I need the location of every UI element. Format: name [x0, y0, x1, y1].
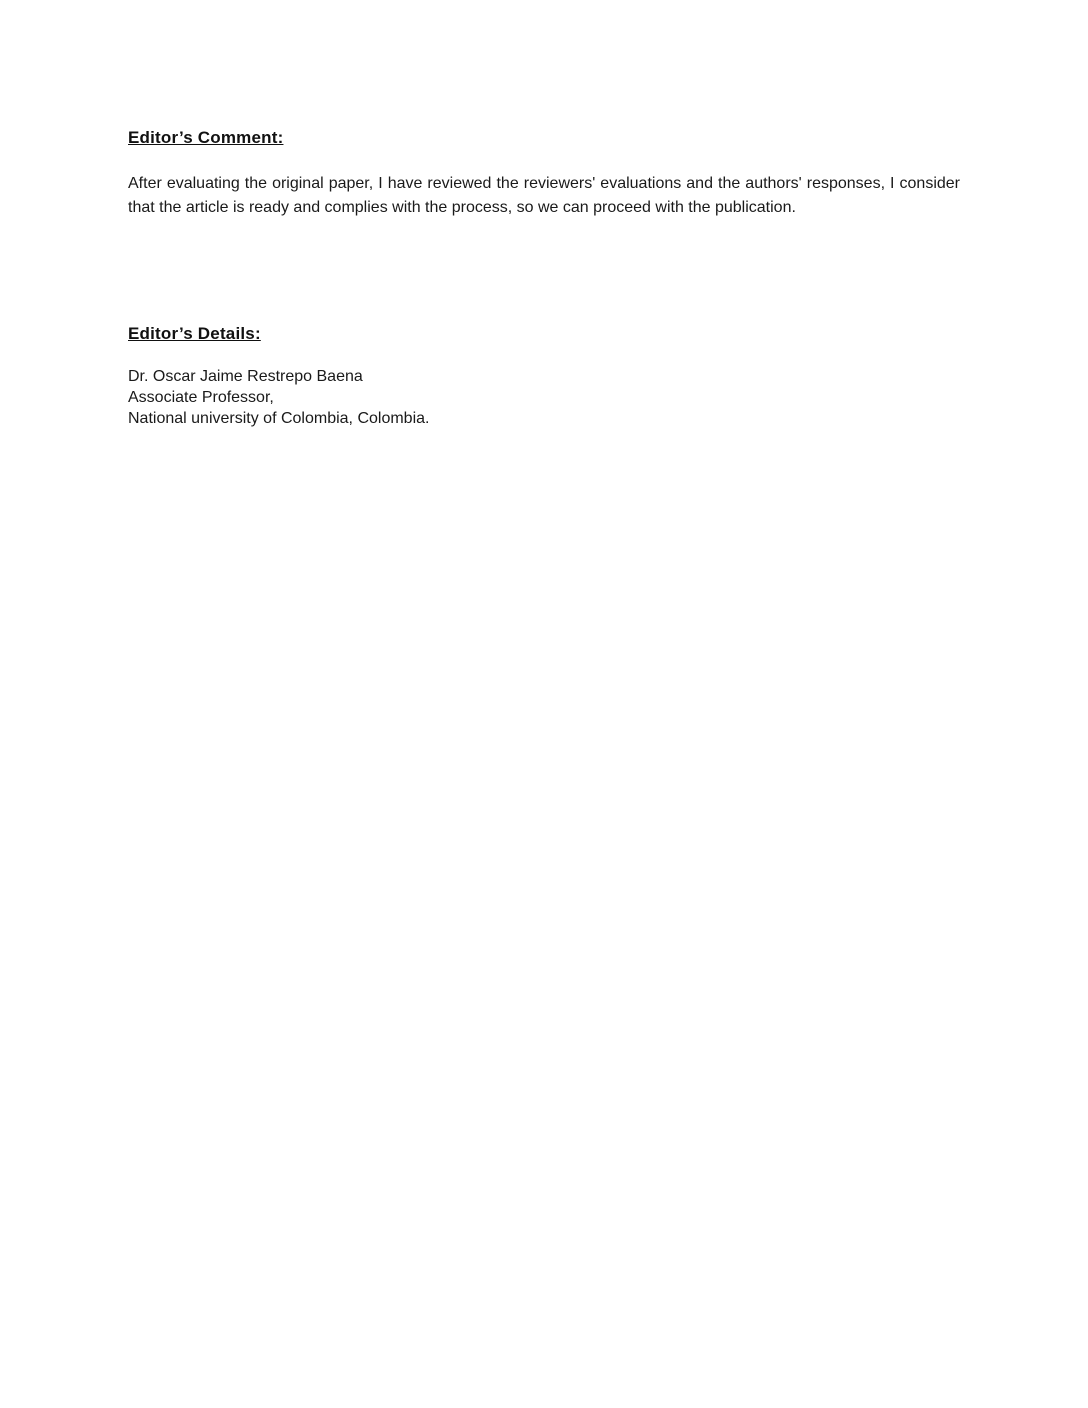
editors-comment-text: After evaluating the original paper, I have reviewed the reviewers' evaluations and the authors' responses, I consider that the article is ready and complies with the process, so we can proceed with the publication. — [128, 175, 960, 216]
editor-name-line: Dr. Oscar Jaime Restrepo Baena — [128, 368, 363, 385]
editor-title-line: Associate Professor, — [128, 389, 274, 406]
editor-affiliation-line: National university of Colombia, Colombia. — [128, 410, 430, 427]
editors-details-block — [128, 366, 960, 429]
editors-details-heading: Editor’s Details: — [128, 324, 261, 343]
document-page — [128, 128, 960, 429]
editors-comment-heading: Editor’s Comment: — [128, 128, 284, 147]
